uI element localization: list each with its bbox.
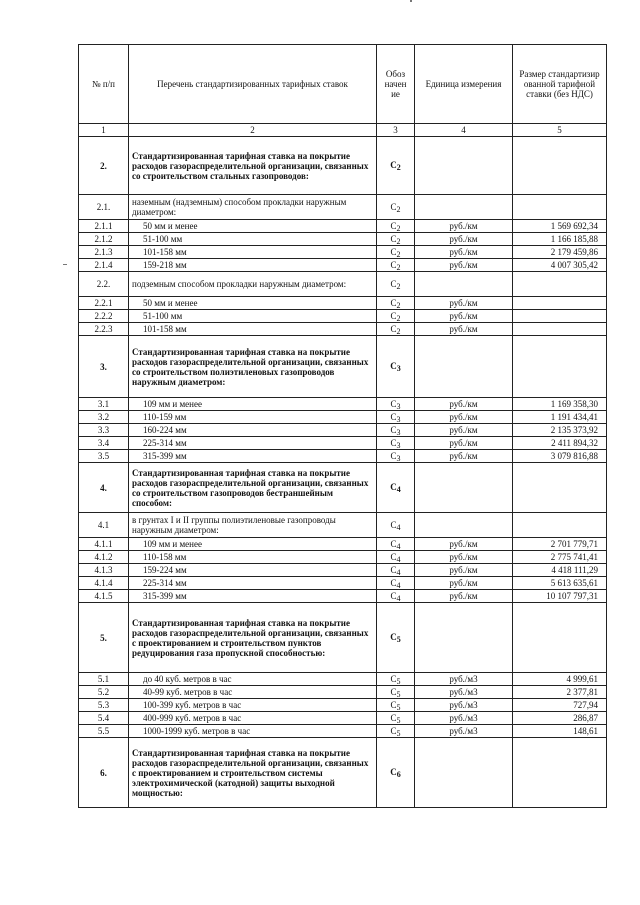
designation-letter: C xyxy=(390,424,397,435)
designation-subscript: 3 xyxy=(396,401,401,411)
designation-subscript: 4 xyxy=(396,541,401,551)
unit-of-measure xyxy=(415,137,513,195)
rate-value: 1 569 692,34 xyxy=(513,220,607,233)
designation-subscript: 3 xyxy=(396,440,401,450)
rate-description: 51-100 мм xyxy=(129,233,377,246)
rate-value xyxy=(513,603,607,673)
designation xyxy=(377,603,415,673)
rate-description: 109 мм и менее xyxy=(129,398,377,411)
designation-letter: C xyxy=(390,361,397,371)
row-number: 3.4 xyxy=(79,437,129,450)
designation-subscript: 5 xyxy=(396,689,401,699)
rate-value xyxy=(513,272,607,297)
designation-letter: C xyxy=(390,538,397,549)
rate-description: Стандартизированная тарифная ставка на покрытие расходов газораспределительной организации, связанных с проектированием и строительством пунктов редуцирования газа пропускной способностью: xyxy=(129,603,377,673)
table-row xyxy=(79,220,607,233)
subsection-row xyxy=(79,272,607,297)
column-index: 1 xyxy=(79,124,129,137)
rate-value xyxy=(513,323,607,336)
designation xyxy=(377,590,415,603)
designation xyxy=(377,398,415,411)
designation xyxy=(377,564,415,577)
rate-description: 110-159 мм xyxy=(129,411,377,424)
designation-subscript: 2 xyxy=(396,163,401,172)
rate-description: до 40 куб. метров в час xyxy=(129,673,377,686)
rate-value: 1 169 358,30 xyxy=(513,398,607,411)
row-number: 6. xyxy=(79,738,129,808)
designation-letter: C xyxy=(390,411,397,422)
column-index: 3 xyxy=(377,124,415,137)
rate-description: 109 мм и менее xyxy=(129,538,377,551)
designation-subscript: 3 xyxy=(396,427,401,437)
rate-value xyxy=(513,513,607,538)
designation-letter: C xyxy=(390,310,397,321)
rate-value: 5 613 635,61 xyxy=(513,577,607,590)
rate-description: Стандартизированная тарифная ставка на покрытие расходов газораспределительной организации, связанных с проектированием и строительством системы электрохимической (катодной) защиты выходной мощностью: xyxy=(129,738,377,808)
designation-letter: C xyxy=(390,767,397,777)
designation-subscript: 5 xyxy=(396,702,401,712)
row-number: 2.2. xyxy=(79,272,129,297)
rate-value: 4 007 305,42 xyxy=(513,259,607,272)
header-unit: Единица измерения xyxy=(415,45,513,124)
designation xyxy=(377,538,415,551)
row-number: 3.5 xyxy=(79,450,129,463)
unit-of-measure: руб./км xyxy=(415,538,513,551)
designation xyxy=(377,551,415,564)
table-row xyxy=(79,323,607,336)
rate-value: 2 135 373,92 xyxy=(513,424,607,437)
unit-of-measure: руб./км xyxy=(415,411,513,424)
designation-letter: C xyxy=(390,278,397,289)
rate-description: подземным способом прокладки наружным диаметром: xyxy=(129,272,377,297)
unit-of-measure: руб./м3 xyxy=(415,712,513,725)
rate-description: 400-999 куб. метров в час xyxy=(129,712,377,725)
unit-of-measure: руб./км xyxy=(415,233,513,246)
row-number: 2.1.4 xyxy=(79,259,129,272)
designation xyxy=(377,725,415,738)
table-row xyxy=(79,699,607,712)
row-number: 2.1.3 xyxy=(79,246,129,259)
row-number: 4.1.2 xyxy=(79,551,129,564)
row-number: 4.1.4 xyxy=(79,577,129,590)
designation-letter: C xyxy=(390,482,397,492)
unit-of-measure: руб./км xyxy=(415,551,513,564)
unit-of-measure xyxy=(415,463,513,513)
unit-of-measure: руб./м3 xyxy=(415,686,513,699)
rate-description: Стандартизированная тарифная ставка на покрытие расходов газораспределительной организации, связанных со строительством стальных газопроводов: xyxy=(129,137,377,195)
rate-value: 286,87 xyxy=(513,712,607,725)
row-number: 5.5 xyxy=(79,725,129,738)
designation xyxy=(377,686,415,699)
designation xyxy=(377,577,415,590)
designation xyxy=(377,246,415,259)
rate-description: 1000-1999 куб. метров в час xyxy=(129,725,377,738)
rate-description: 225-314 мм xyxy=(129,437,377,450)
designation-letter: C xyxy=(390,323,397,334)
row-number: 2.1.1 xyxy=(79,220,129,233)
table-row xyxy=(79,686,607,699)
table-row xyxy=(79,297,607,310)
rate-description: 101-158 мм xyxy=(129,323,377,336)
designation xyxy=(377,259,415,272)
table-row xyxy=(79,673,607,686)
designation-letter: C xyxy=(390,437,397,448)
rate-value xyxy=(513,336,607,398)
header-number: № п/п xyxy=(79,45,129,124)
rate-description: в грунтах I и II группы полиэтиленовые газопроводы наружным диаметром: xyxy=(129,513,377,538)
designation-letter: C xyxy=(390,551,397,562)
designation-subscript: 3 xyxy=(396,414,401,424)
designation-letter: C xyxy=(390,233,397,244)
designation xyxy=(377,220,415,233)
designation-subscript: 4 xyxy=(396,554,401,564)
rate-description: 50 мм и менее xyxy=(129,297,377,310)
unit-of-measure xyxy=(415,603,513,673)
designation xyxy=(377,450,415,463)
table-row xyxy=(79,564,607,577)
row-number: 2.1.2 xyxy=(79,233,129,246)
designation-letter: C xyxy=(390,450,397,461)
table-row xyxy=(79,450,607,463)
rate-value xyxy=(513,195,607,220)
rate-description: 101-158 мм xyxy=(129,246,377,259)
scan-speck xyxy=(410,0,412,2)
designation-letter: C xyxy=(390,673,397,684)
unit-of-measure: руб./м3 xyxy=(415,673,513,686)
rate-description: 50 мм и менее xyxy=(129,220,377,233)
section-row xyxy=(79,463,607,513)
designation xyxy=(377,424,415,437)
designation-subscript: 4 xyxy=(396,485,401,494)
column-index-row xyxy=(79,124,607,137)
row-number: 4.1.3 xyxy=(79,564,129,577)
designation-letter: C xyxy=(390,297,397,308)
rate-value: 1 191 434,41 xyxy=(513,411,607,424)
designation-letter: C xyxy=(390,590,397,601)
rate-description: 315-399 мм xyxy=(129,590,377,603)
rate-description: 110-158 мм xyxy=(129,551,377,564)
designation-subscript: 2 xyxy=(396,313,401,323)
row-number: 5.4 xyxy=(79,712,129,725)
rate-value: 4 418 111,29 xyxy=(513,564,607,577)
rate-description: 100-399 куб. метров в час xyxy=(129,699,377,712)
row-number: 2.2.1 xyxy=(79,297,129,310)
table-row xyxy=(79,310,607,323)
designation-subscript: 2 xyxy=(396,223,401,233)
table-row xyxy=(79,577,607,590)
row-number: 3.2 xyxy=(79,411,129,424)
designation xyxy=(377,463,415,513)
designation-subscript: 3 xyxy=(396,453,401,463)
unit-of-measure xyxy=(415,336,513,398)
designation-subscript: 5 xyxy=(396,715,401,725)
rate-value: 4 999,61 xyxy=(513,673,607,686)
designation xyxy=(377,712,415,725)
table-row xyxy=(79,725,607,738)
row-number: 2. xyxy=(79,137,129,195)
designation-subscript: 2 xyxy=(396,249,401,259)
designation-letter: C xyxy=(390,519,397,530)
designation-letter: C xyxy=(390,725,397,736)
unit-of-measure xyxy=(415,738,513,808)
tariff-table xyxy=(78,44,607,808)
table-row xyxy=(79,712,607,725)
designation xyxy=(377,673,415,686)
designation-subscript: 5 xyxy=(396,728,401,738)
designation-letter: C xyxy=(390,220,397,231)
unit-of-measure xyxy=(415,195,513,220)
unit-of-measure: руб./км xyxy=(415,577,513,590)
designation-subscript: 6 xyxy=(396,770,401,779)
row-number: 3.1 xyxy=(79,398,129,411)
designation xyxy=(377,323,415,336)
designation xyxy=(377,310,415,323)
unit-of-measure: руб./км xyxy=(415,310,513,323)
row-number: 2.2.3 xyxy=(79,323,129,336)
designation-letter: C xyxy=(390,246,397,257)
column-index: 4 xyxy=(415,124,513,137)
subsection-row xyxy=(79,195,607,220)
rate-value xyxy=(513,463,607,513)
row-number: 3. xyxy=(79,336,129,398)
table-row xyxy=(79,233,607,246)
table-row xyxy=(79,538,607,551)
header-rate-size: Размер стандартизир ованной тарифной ставки (без НДС) xyxy=(513,45,607,124)
rate-description: Стандартизированная тарифная ставка на покрытие расходов газораспределительной организации, связанных со строительством полиэтиленовых газопроводов наружным диаметром: xyxy=(129,336,377,398)
designation xyxy=(377,195,415,220)
row-number: 5.3 xyxy=(79,699,129,712)
designation-letter: C xyxy=(390,699,397,710)
designation-subscript: 4 xyxy=(396,522,401,532)
unit-of-measure: руб./км xyxy=(415,398,513,411)
designation xyxy=(377,297,415,310)
rate-value: 3 079 816,88 xyxy=(513,450,607,463)
rate-description: Стандартизированная тарифная ставка на покрытие расходов газораспределительной организации, связанных со строительством газопроводов бестраншейным способом: xyxy=(129,463,377,513)
row-number: 4. xyxy=(79,463,129,513)
designation-subscript: 4 xyxy=(396,567,401,577)
designation xyxy=(377,513,415,538)
row-number: 5.2 xyxy=(79,686,129,699)
rate-description: 40-99 куб. метров в час xyxy=(129,686,377,699)
table-row xyxy=(79,437,607,450)
unit-of-measure: руб./км xyxy=(415,424,513,437)
designation-letter: C xyxy=(390,632,397,642)
designation xyxy=(377,437,415,450)
designation-letter: C xyxy=(390,577,397,588)
unit-of-measure: руб./км xyxy=(415,259,513,272)
designation xyxy=(377,137,415,195)
subsection-row xyxy=(79,513,607,538)
section-row xyxy=(79,738,607,808)
designation-subscript: 5 xyxy=(396,635,401,644)
table-row xyxy=(79,590,607,603)
designation-subscript: 5 xyxy=(396,676,401,686)
table-row xyxy=(79,411,607,424)
table-row xyxy=(79,398,607,411)
row-number: 4.1.5 xyxy=(79,590,129,603)
header-list: Перечень стандартизированных тарифных ставок xyxy=(129,45,377,124)
row-number: 5.1 xyxy=(79,673,129,686)
rate-value: 2 775 741,41 xyxy=(513,551,607,564)
designation-letter: C xyxy=(390,201,397,212)
section-row xyxy=(79,603,607,673)
designation-subscript: 4 xyxy=(396,580,401,590)
unit-of-measure: руб./км xyxy=(415,246,513,259)
rate-value xyxy=(513,310,607,323)
rate-value xyxy=(513,738,607,808)
row-number: 4.1.1 xyxy=(79,538,129,551)
designation-letter: C xyxy=(390,712,397,723)
rate-description: 159-224 мм xyxy=(129,564,377,577)
rate-description: 160-224 мм xyxy=(129,424,377,437)
designation-subscript: 2 xyxy=(396,300,401,310)
table-row xyxy=(79,246,607,259)
rate-value xyxy=(513,137,607,195)
designation-letter: C xyxy=(390,160,397,170)
rate-value: 148,61 xyxy=(513,725,607,738)
unit-of-measure xyxy=(415,513,513,538)
table-row xyxy=(79,424,607,437)
designation xyxy=(377,336,415,398)
section-row xyxy=(79,336,607,398)
designation-subscript: 2 xyxy=(396,262,401,272)
unit-of-measure: руб./м3 xyxy=(415,699,513,712)
designation-subscript: 3 xyxy=(396,364,401,373)
unit-of-measure: руб./км xyxy=(415,323,513,336)
table-header-row xyxy=(79,45,607,124)
unit-of-measure: руб./км xyxy=(415,564,513,577)
unit-of-measure: руб./км xyxy=(415,437,513,450)
rate-value: 2 701 779,71 xyxy=(513,538,607,551)
designation xyxy=(377,233,415,246)
rate-value: 10 107 797,31 xyxy=(513,590,607,603)
row-number: 2.1. xyxy=(79,195,129,220)
scan-speck xyxy=(63,264,67,265)
unit-of-measure: руб./м3 xyxy=(415,725,513,738)
designation xyxy=(377,738,415,808)
designation-letter: C xyxy=(390,686,397,697)
unit-of-measure: руб./км xyxy=(415,450,513,463)
designation-subscript: 2 xyxy=(396,326,401,336)
designation-subscript: 4 xyxy=(396,593,401,603)
rate-value xyxy=(513,297,607,310)
rate-value: 2 411 894,32 xyxy=(513,437,607,450)
table-row xyxy=(79,259,607,272)
designation-subscript: 2 xyxy=(396,236,401,246)
designation-letter: C xyxy=(390,259,397,270)
table-body xyxy=(79,137,607,808)
rate-value: 2 179 459,86 xyxy=(513,246,607,259)
unit-of-measure: руб./км xyxy=(415,220,513,233)
designation xyxy=(377,272,415,297)
designation-subscript: 2 xyxy=(396,204,401,214)
designation xyxy=(377,411,415,424)
rate-description: 225-314 мм xyxy=(129,577,377,590)
rate-description: 51-100 мм xyxy=(129,310,377,323)
table-row xyxy=(79,551,607,564)
designation-subscript: 2 xyxy=(396,281,401,291)
rate-value: 1 166 185,88 xyxy=(513,233,607,246)
row-number: 4.1 xyxy=(79,513,129,538)
designation-letter: C xyxy=(390,564,397,575)
designation xyxy=(377,699,415,712)
column-index: 2 xyxy=(129,124,377,137)
unit-of-measure: руб./км xyxy=(415,297,513,310)
header-designation: Обоз начен ие xyxy=(377,45,415,124)
rate-description: 315-399 мм xyxy=(129,450,377,463)
rate-description: 159-218 мм xyxy=(129,259,377,272)
rate-value: 727,94 xyxy=(513,699,607,712)
row-number: 3.3 xyxy=(79,424,129,437)
row-number: 2.2.2 xyxy=(79,310,129,323)
designation-letter: C xyxy=(390,398,397,409)
column-index: 5 xyxy=(513,124,607,137)
unit-of-measure: руб./км xyxy=(415,590,513,603)
section-row xyxy=(79,137,607,195)
rate-value: 2 377,81 xyxy=(513,686,607,699)
row-number: 5. xyxy=(79,603,129,673)
rate-description: наземным (надземным) способом прокладки наружным диаметром: xyxy=(129,195,377,220)
unit-of-measure xyxy=(415,272,513,297)
